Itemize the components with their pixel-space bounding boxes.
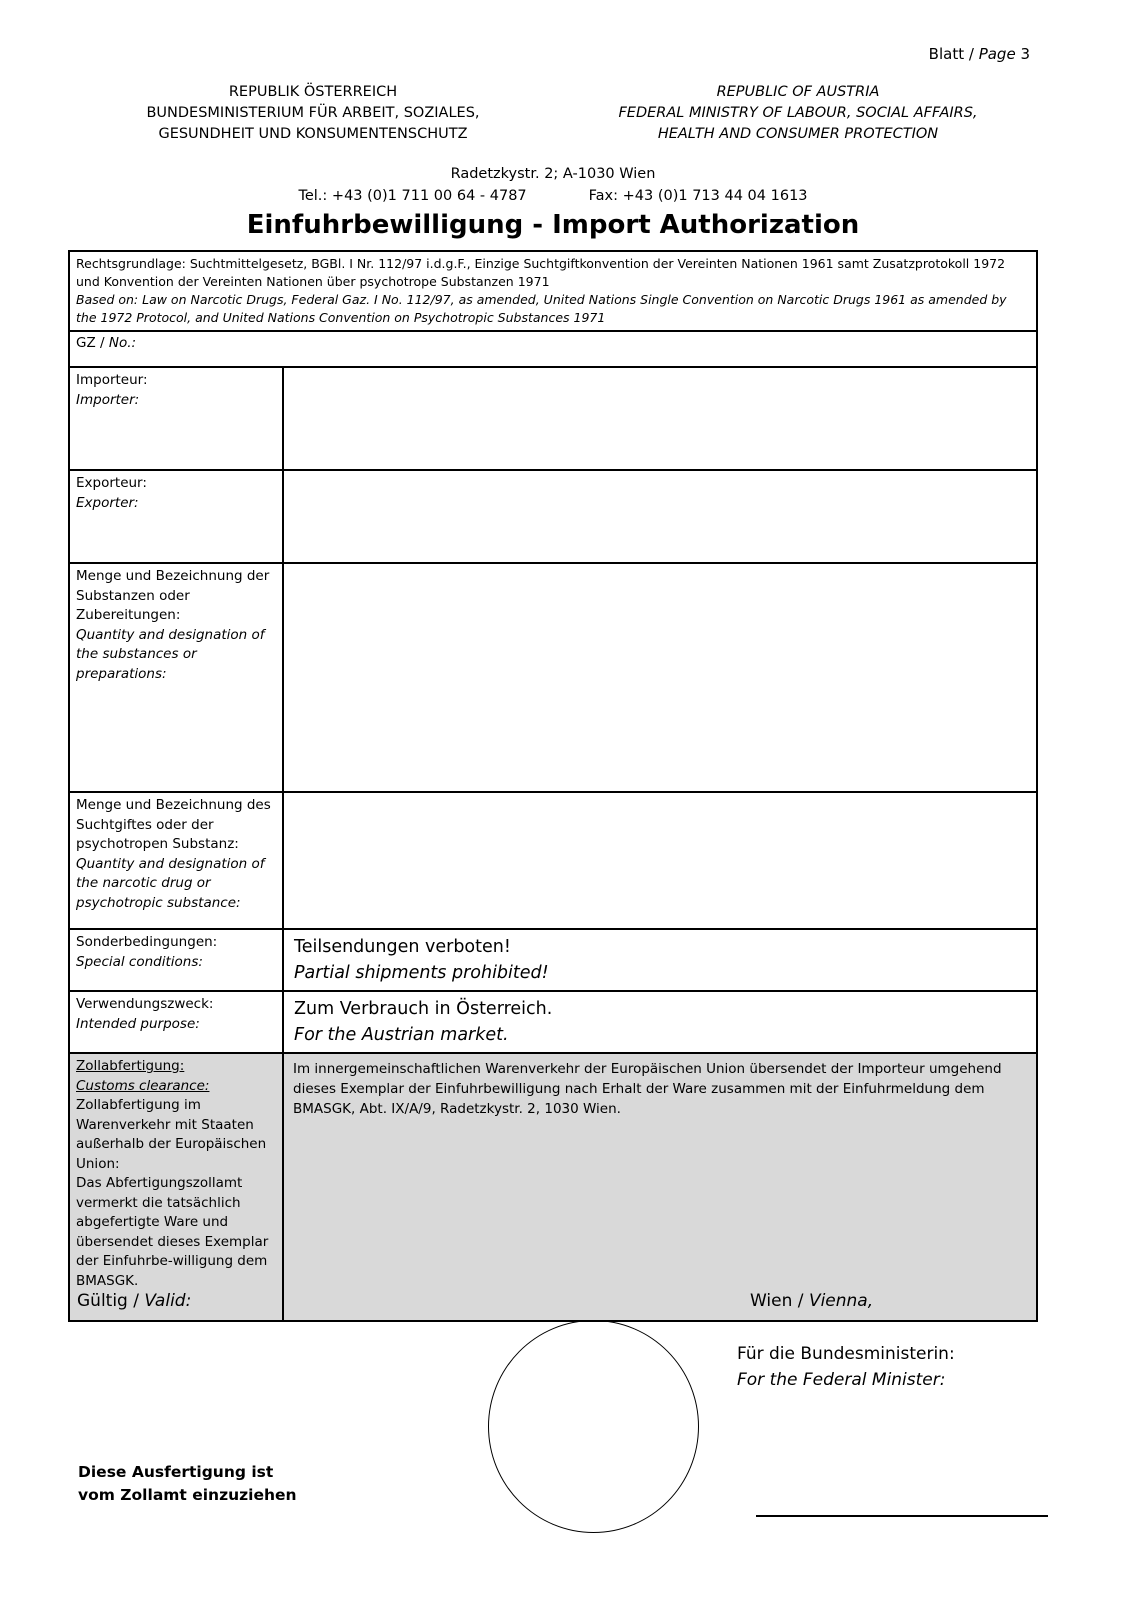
special-conditions-label-de: Sonderbedingungen: — [76, 934, 218, 950]
ministry-address: Radetzkystr. 2; A-1030 Wien — [450, 166, 656, 182]
special-conditions-label-en: Special conditions: — [76, 953, 203, 970]
ministry-name-english — [558, 82, 1038, 145]
exporter-row — [69, 470, 1037, 563]
intended-purpose-value-cell — [283, 991, 1037, 1053]
customs-clearance-value-cell: Im innergemeinschaftlichen Warenverkehr der Europäischen Union übersendet der Importeur umgehend dieses Exemplar der Einfuhrbewilligung nach Erhalt der Ware zusammen mit der Einfuhrmeldung dem BMASGK, Abt. IX/A/9, Radetzkystr. 2, 1030 Wien. — [283, 1053, 1037, 1321]
narcotic-label-en: Quantity and designation of the narcotic drug or psychotropic substance: — [76, 855, 265, 911]
legal-basis-cell — [69, 251, 1037, 331]
narcotic-label-cell — [69, 792, 283, 929]
minister-label-en: For the Federal Minister: — [737, 1370, 946, 1390]
special-conditions-value-de: Teilsendungen verboten! — [294, 937, 511, 957]
ministry-en-line2: FEDERAL MINISTRY OF LABOUR, SOCIAL AFFAIRS, — [618, 105, 978, 121]
exporter-value-cell — [283, 470, 1037, 563]
valid-label — [77, 1291, 191, 1311]
narcotic-value-cell — [283, 792, 1037, 929]
intended-purpose-label-de: Verwendungszweck: — [76, 996, 214, 1012]
place-label-de: Wien / — [750, 1291, 809, 1311]
telephone-number: Tel.: +43 (0)1 711 00 64 - 4787 — [298, 188, 527, 204]
minister-label-de: Für die Bundesministerin: — [737, 1344, 955, 1364]
intended-purpose-label-cell — [69, 991, 283, 1053]
narcotic-label-de: Menge und Bezeichnung des Suchtgiftes oder der psychotropen Substanz: — [76, 797, 271, 852]
narcotic-row — [69, 792, 1037, 929]
customs-clearance-note-de-1: Zollabfertigung im Warenverkehr mit Staaten außerhalb der Europäischen Union: — [76, 1097, 267, 1172]
customs-clearance-note-de-2: Das Abfertigungszollamt vermerkt die tatsächlich abgefertigte Ware und übersendet dieses Exemplar der Einfuhrbe-willigung dem BMASGK. — [76, 1175, 269, 1289]
legal-basis-row — [69, 251, 1037, 331]
gz-number-row — [69, 331, 1037, 367]
customs-clearance-row — [69, 1053, 1037, 1321]
signature-line — [756, 1515, 1048, 1517]
gz-number-cell — [69, 331, 1037, 367]
document-title: Einfuhrbewilligung - Import Authorization — [246, 210, 860, 240]
substances-label-cell — [69, 563, 283, 792]
importer-label-en: Importer: — [76, 391, 140, 408]
fax-number: Fax: +43 (0)1 713 44 04 1613 — [588, 188, 808, 204]
intended-purpose-value-en: For the Austrian market. — [294, 1025, 509, 1045]
ministry-de-line2: BUNDESMINISTERIUM FÜR ARBEIT, SOZIALES, — [146, 105, 480, 121]
official-seal-circle — [488, 1320, 699, 1533]
exporter-label-de: Exporteur: — [76, 475, 147, 491]
importer-row — [69, 367, 1037, 470]
exporter-label-cell — [69, 470, 283, 563]
exporter-label-en: Exporter: — [76, 494, 139, 511]
legal-basis-german: Rechtsgrundlage: Suchtmittelgesetz, BGBl. I Nr. 112/97 i.d.g.F., Einzige Suchtgiftkonvention der Vereinten Nationen 1961 samt Zusatzprotokoll 1972 und Konvention der Vereinten Nationen über psychotrope Substanzen 1971 — [76, 256, 1006, 289]
special-conditions-label-cell — [69, 929, 283, 991]
intended-purpose-row — [69, 991, 1037, 1053]
page-number-en: Page — [978, 45, 1016, 63]
substances-row — [69, 563, 1037, 792]
substances-label-en: Quantity and designation of the substances or preparations: — [76, 626, 265, 682]
minister-signature-block — [737, 1341, 955, 1393]
page-number-de: Blatt / — [928, 45, 979, 63]
place-date-label — [750, 1291, 873, 1311]
importer-value-cell — [283, 367, 1037, 470]
place-label-en: Vienna, — [808, 1291, 874, 1311]
contact-line — [68, 188, 1038, 204]
ministry-de-line1: REPUBLIK ÖSTERREICH — [228, 84, 398, 100]
ministry-name-german — [68, 82, 558, 145]
ministry-header — [68, 82, 1038, 145]
page-number — [929, 45, 1030, 63]
customs-clearance-label-de: Zollabfertigung: — [76, 1058, 185, 1074]
customs-copy-note-line1: Diese Ausfertigung ist — [78, 1463, 274, 1481]
ministry-en-line1: REPUBLIC OF AUSTRIA — [716, 84, 880, 100]
special-conditions-value-cell — [283, 929, 1037, 991]
ministry-de-line3: GESUNDHEIT UND KONSUMENTENSCHUTZ — [158, 126, 468, 142]
substances-label-de: Menge und Bezeichnung der Substanzen oder Zubereitungen: — [76, 568, 270, 623]
customs-copy-note — [78, 1461, 297, 1507]
ministry-en-line3: HEALTH AND CONSUMER PROTECTION — [657, 126, 939, 142]
substances-value-cell — [283, 563, 1037, 792]
importer-label-cell — [69, 367, 283, 470]
gz-label-de: GZ / — [76, 335, 109, 351]
valid-label-en: Valid: — [144, 1291, 192, 1311]
import-authorization-form — [68, 250, 1038, 1322]
customs-clearance-label-cell — [69, 1053, 283, 1321]
importer-label-de: Importeur: — [76, 372, 148, 388]
special-conditions-value-en: Partial shipments prohibited! — [294, 963, 549, 983]
gz-label-en: No.: — [108, 335, 137, 351]
special-conditions-row — [69, 929, 1037, 991]
customs-copy-note-line2: vom Zollamt einzuziehen — [78, 1486, 297, 1504]
intended-purpose-value-de: Zum Verbrauch in Österreich. — [294, 999, 553, 1019]
valid-label-de: Gültig / — [77, 1291, 145, 1311]
page-number-value: 3 — [1015, 45, 1030, 63]
customs-clearance-label-en: Customs clearance: — [76, 1077, 210, 1094]
legal-basis-english: Based on: Law on Narcotic Drugs, Federal Gaz. I No. 112/97, as amended, United Nations Single Convention on Narcotic Drugs 1961 as amended by the 1972 Protocol, and United Nations Convention on Psychotropic Substances 1971 — [76, 292, 1007, 325]
intended-purpose-label-en: Intended purpose: — [76, 1015, 200, 1032]
